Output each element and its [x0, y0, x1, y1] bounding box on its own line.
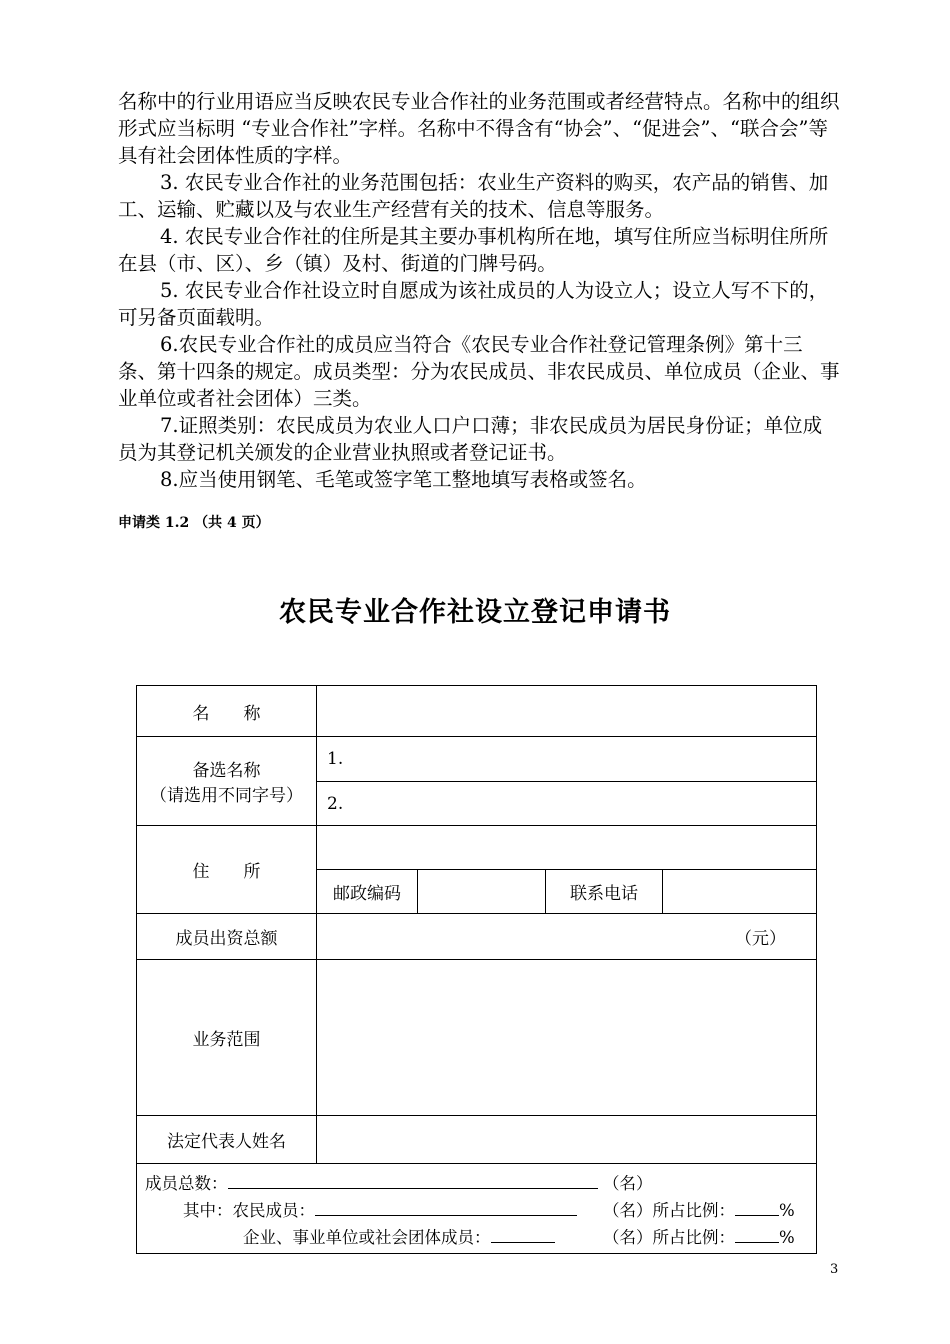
scope-label: 业务范围 — [137, 960, 317, 1116]
total-members-blank[interactable] — [228, 1170, 598, 1189]
alt-name-2-field[interactable]: 2. — [317, 782, 817, 826]
name-label: 名 称 — [137, 686, 317, 737]
phone-field[interactable] — [663, 870, 817, 914]
note-8: 8.应当使用钢笔、毛笔或签字笔工整地填写表格或签名。 — [160, 468, 647, 491]
total-members-label: 成员总数： — [145, 1174, 228, 1193]
postcode-field[interactable] — [418, 870, 546, 914]
scope-field[interactable] — [317, 960, 817, 1116]
note-5: 5. 农民专业合作社设立时自愿成为该社成员的人为设立人；设立人写不下的，可另备页面载明。 — [118, 279, 829, 329]
total-members-unit: （名） — [603, 1174, 653, 1193]
postcode-label: 邮政编码 — [317, 870, 418, 914]
farmer-members-label: 其中：农民成员： — [183, 1201, 315, 1220]
member-summary — [137, 1164, 817, 1254]
note-name-rules: 名称中的行业用语应当反映农民专业合作社的业务范围或者经营特点。名称中的组织形式应当标明 “专业合作社”字样。名称中不得含有“协会”、“促进会”、“联合会”等具有社会团体性质的字样。 — [118, 90, 840, 167]
org-members-row — [145, 1224, 816, 1251]
phone-label: 联系电话 — [546, 870, 663, 914]
legal-rep-label: 法定代表人姓名 — [137, 1116, 317, 1164]
farmer-ratio-blank[interactable] — [735, 1197, 779, 1216]
note-3: 3. 农民专业合作社的业务范围包括：农业生产资料的购买，农产品的销售、加工、运输、贮藏以及与农业生产经营有关的技术、信息等服务。 — [118, 171, 829, 221]
capital-label: 成员出资总额 — [137, 914, 317, 960]
capital-field[interactable]: （元） — [317, 914, 817, 960]
org-ratio-blank[interactable] — [735, 1224, 779, 1243]
note-6: 6.农民专业合作社的成员应当符合《农民专业合作社登记管理条例》第十三条、第十四条的规定。成员类型：分为农民成员、非农民成员、单位成员（企业、事业单位或者社会团体）三类。 — [118, 333, 840, 410]
instructions-text — [118, 88, 840, 493]
address-field[interactable] — [317, 826, 817, 870]
org-members-label: 企业、事业单位或社会团体成员： — [243, 1228, 491, 1247]
address-label: 住 所 — [137, 826, 317, 914]
legal-rep-field[interactable] — [317, 1116, 817, 1164]
alt-name-1-field[interactable]: 1. — [317, 737, 817, 782]
note-4: 4. 农民专业合作社的住所是其主要办事机构所在地，填写住所应当标明住所所在县（市、区）、乡（镇）及村、街道的门牌号码。 — [118, 225, 829, 275]
name-field[interactable] — [317, 686, 817, 737]
org-ratio: （名）所占比例： % — [603, 1224, 795, 1251]
org-members-blank[interactable] — [491, 1224, 555, 1243]
application-form-table — [136, 685, 817, 1254]
farmer-ratio: （名）所占比例： % — [603, 1197, 795, 1224]
note-7: 7.证照类别：农民成员为农业人口户口薄；非农民成员为居民身份证；单位成员为其登记机关颁发的企业营业执照或者登记证书。 — [118, 414, 823, 464]
alt-name-label: 备选名称 （请选用不同字号） — [137, 737, 317, 826]
farmer-members-blank[interactable] — [315, 1197, 577, 1216]
total-members-row — [145, 1170, 816, 1197]
farmer-members-row — [145, 1197, 816, 1224]
page-number: 3 — [830, 1262, 839, 1277]
form-code: 申请类 1.2 （共 4 页） — [118, 515, 270, 531]
document-title: 农民专业合作社设立登记申请书 — [279, 597, 671, 628]
